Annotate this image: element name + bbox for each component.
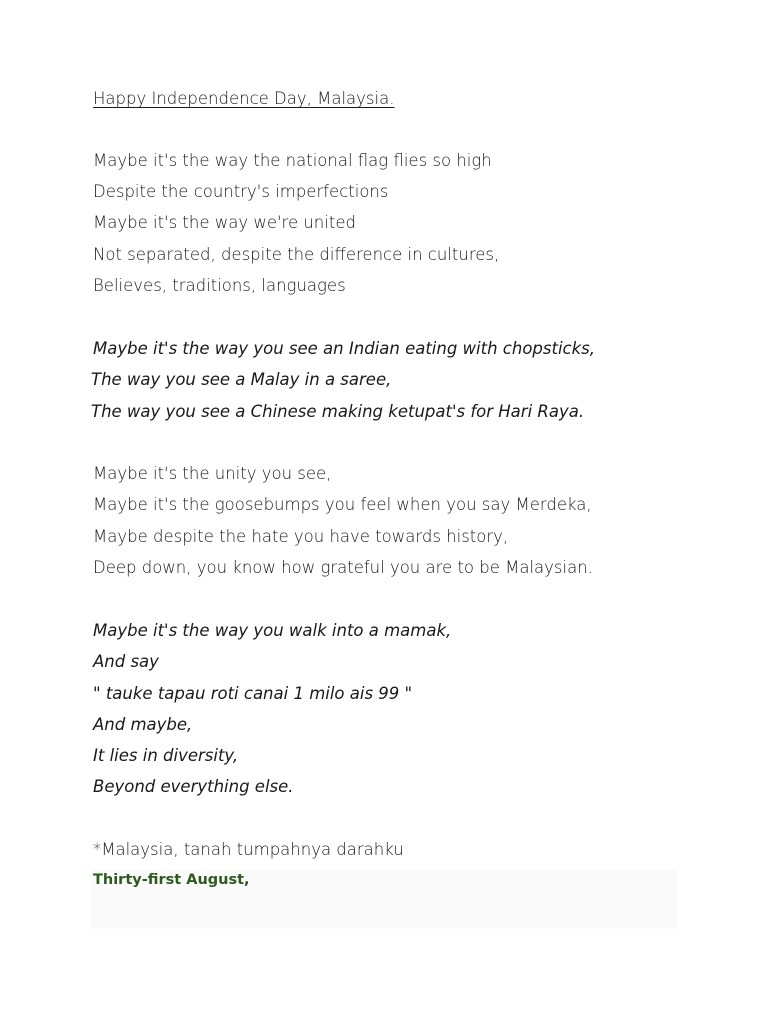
stanza2-line-3: The way you see a Chinese making ketupat's for Hari Raya. [91,402,585,421]
stanza1-line-3: Maybe it's the way we're united [93,213,356,232]
stanza3-line-4: Deep down, you know how grateful you are to be Malaysian. [93,558,593,577]
stanza3-line-3: Maybe despite the hate you have towards history, [93,527,509,546]
stanza2-line-2: The way you see a Malay in a saree, [91,370,392,389]
closing-date: Thirty-first August, [93,872,250,888]
closing-box [91,870,677,929]
stanza2-line-1: Maybe it's the way you see an Indian eating with chopsticks, [93,339,596,358]
stanza1-line-5: Believes, traditions, languages [93,276,346,295]
stanza4-line-2: And say [93,652,159,671]
stanza1-line-1: Maybe it's the way the national flag flies so high [93,151,492,170]
footnote: *Malaysia, tanah tumpahnya darahku [93,840,404,859]
stanza1-line-4: Not separated, despite the difference in cultures, [93,245,500,264]
stanza4-line-3: " tauke tapau roti canai 1 milo ais 99 " [93,684,413,703]
poem-title: Happy Independence Day, Malaysia. [93,89,395,108]
stanza4-line-6: Beyond everything else. [93,777,294,796]
stanza3-line-2: Maybe it's the goosebumps you feel when you say Merdeka, [93,495,592,514]
stanza4-line-5: It lies in diversity, [93,746,239,765]
stanza3-line-1: Maybe it's the unity you see, [93,464,332,483]
stanza1-line-2: Despite the country's imperfections [93,182,389,201]
stanza4-line-4: And maybe, [93,715,193,734]
stanza4-line-1: Maybe it's the way you walk into a mamak, [93,621,452,640]
